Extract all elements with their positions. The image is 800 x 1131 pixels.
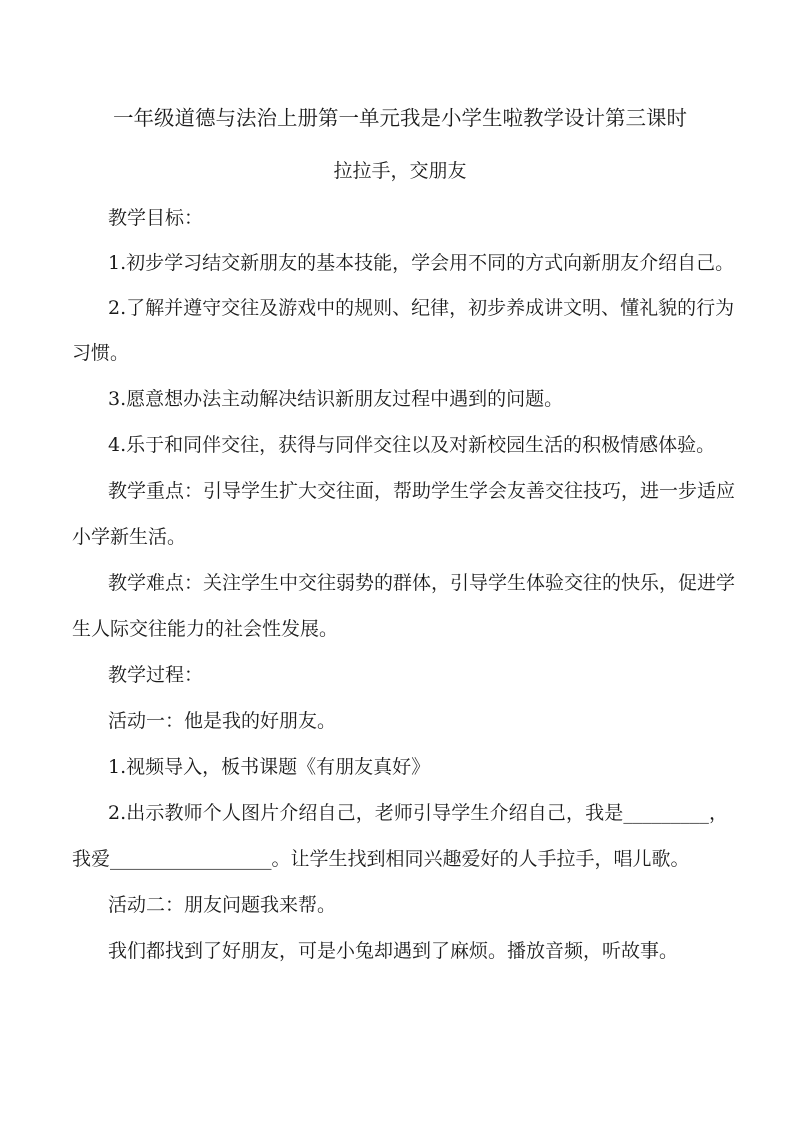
section-heading-objectives: 教学目标：: [108, 207, 204, 229]
document-title: 一年级道德与法治上册第一单元我是小学生啦教学设计第三课时: [113, 106, 687, 130]
paragraph-line: 2.了解并遵守交往及游戏中的规则、纪律，初步养成讲文明、懂礼貌的行为: [108, 297, 735, 319]
paragraph-line: 教学重点：引导学生扩大交往面，帮助学生学会友善交往技巧，进一步适应: [108, 480, 736, 502]
paragraph-line: 1.初步学习结交新朋友的基本技能，学会用不同的方式向新朋友介绍自己。: [108, 252, 735, 274]
paragraph-line: 我们都找到了好朋友，可是小兔却遇到了麻烦。播放音频，听故事。: [108, 940, 679, 962]
section-heading-process: 教学过程：: [108, 664, 204, 686]
paragraph-line: 我爱_________________。让学生找到相同兴趣爱好的人手拉手，唱儿歌。: [72, 848, 690, 870]
activity-heading: 活动二：朋友问题我来帮。: [108, 894, 337, 916]
paragraph-line: 4.乐于和同伴交往，获得与同伴交往以及对新校园生活的积极情感体验。: [108, 434, 716, 456]
paragraph-line: 1.视频导入，板书课题《有朋友真好》: [108, 756, 431, 778]
paragraph-line: 生人际交往能力的社会性发展。: [72, 618, 339, 640]
paragraph-line: 3.愿意想办法主动解决结识新朋友过程中遇到的问题。: [108, 388, 564, 410]
document-subtitle: 拉拉手，交朋友: [333, 160, 467, 182]
paragraph-line: 2.出示教师个人图片介绍自己，老师引导学生介绍自己，我是_________，: [108, 802, 728, 824]
paragraph-line: 习惯。: [72, 342, 130, 364]
activity-heading: 活动一：他是我的好朋友。: [108, 710, 337, 732]
paragraph-line: 教学难点：关注学生中交往弱势的群体，引导学生体验交往的快乐，促进学: [108, 572, 736, 594]
paragraph-line: 小学新生活。: [72, 526, 187, 548]
